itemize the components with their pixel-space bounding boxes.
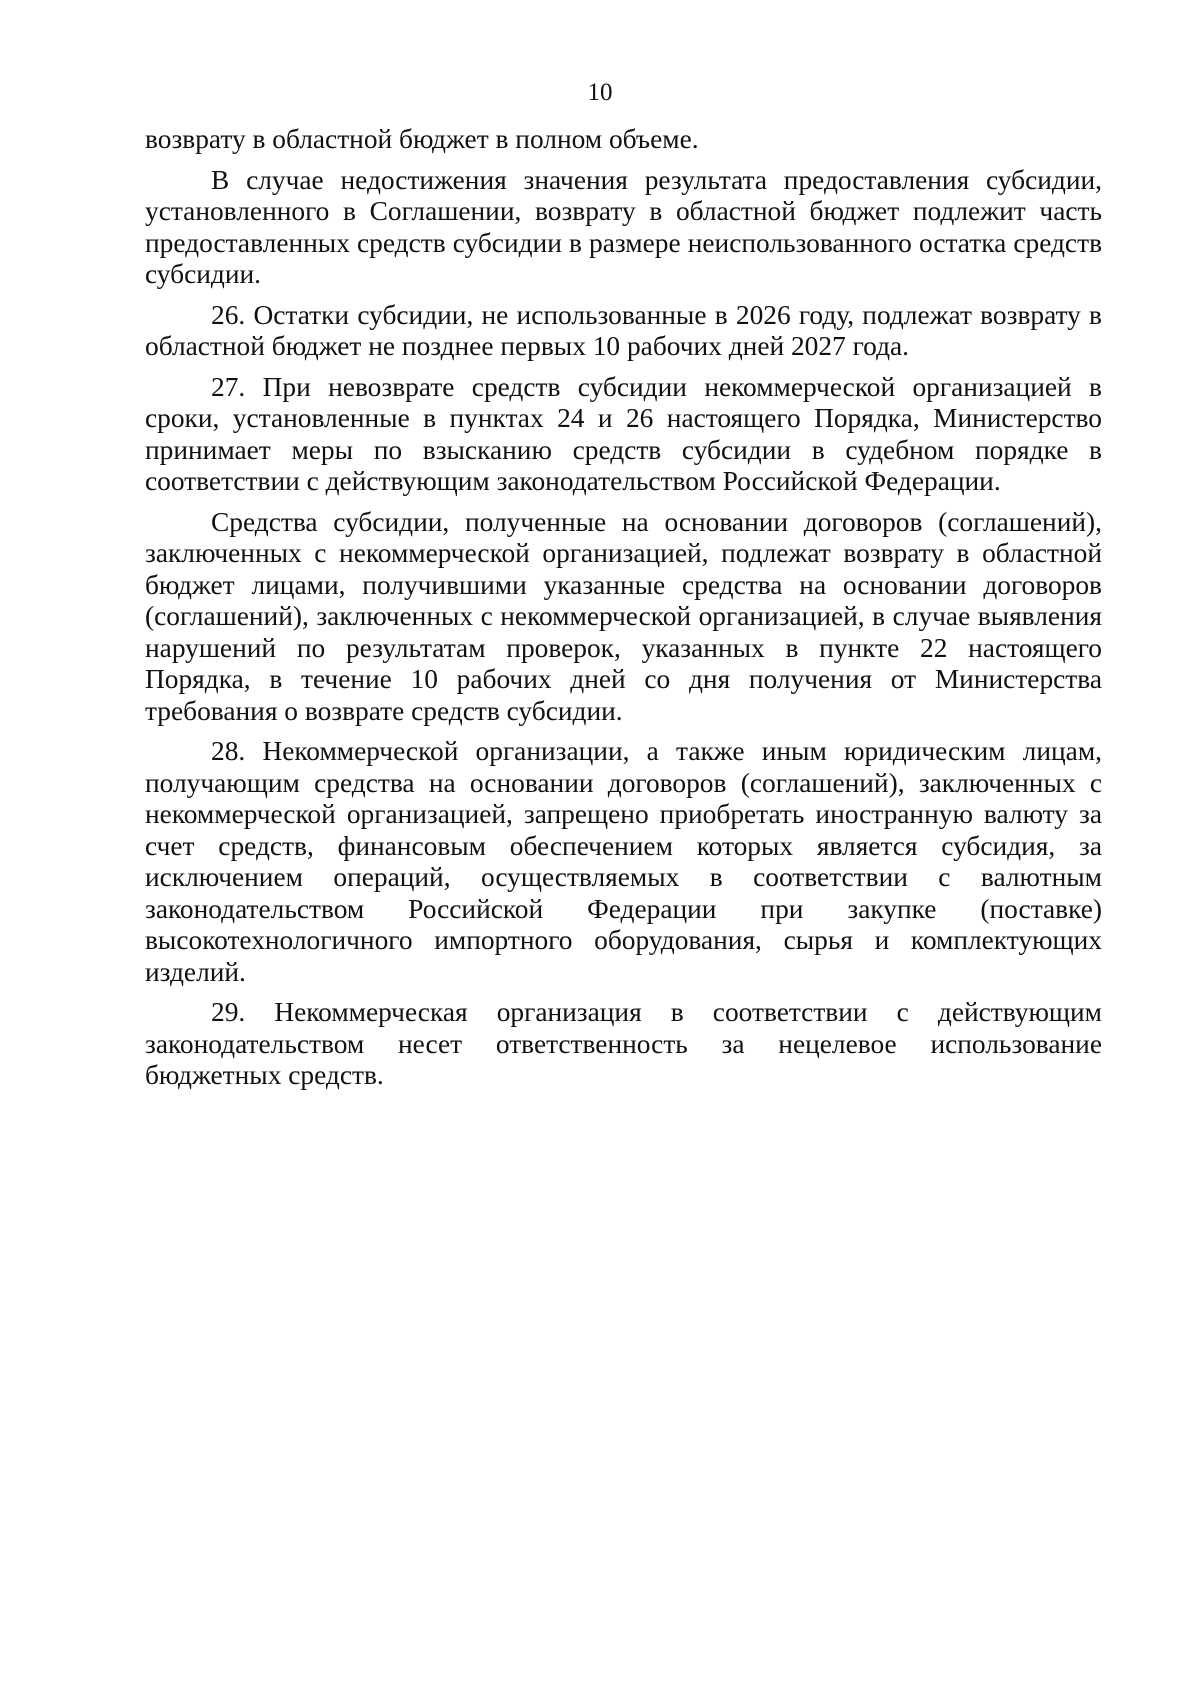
paragraph-continuation: возврату в областной бюджет в полном объеме.: [145, 124, 699, 154]
paragraph-item-26: 26. Остатки субсидии, не использованные в 2026 году, подлежат возврату в областной бюджет не позднее первых 10 рабочих дней 2027 года.: [145, 299, 1102, 361]
paragraph-item-27: 27. При невозврате средств субсидии некоммерческой организацией в сроки, установленные в пунктах 24 и 26 настоящего Порядка, Министерство принимает меры по взысканию средств субсидии в судебном порядке в соответствии с действующим законодательством Российской Федерации.: [145, 371, 1102, 496]
document-body: [145, 124, 1102, 1092]
page-number: 10: [587, 79, 613, 106]
paragraph-result-not-achieved: В случае недостижения значения результата предоставления субсидии, установленного в Соглашении, возврату в областной бюджет подлежит часть предоставленных средств субсидии в размере неиспользованного остатка средств субсидии.: [145, 164, 1102, 289]
paragraph-item-29: 29. Некоммерческая организация в соответствии с действующим законодательством несет ответственность за нецелевое использование бюджетных средств.: [145, 997, 1102, 1090]
paragraph-contract-funds: Средства субсидии, полученные на основании договоров (соглашений), заключенных с некоммерческой организацией, подлежат возврату в областной бюджет лицами, получившими указанные средства на основании договоров (соглашений), заключенных с некоммерческой организацией, в случае выявления нарушений по результатам проверок, указанных в пункте 22 настоящего Порядка, в течение 10 рабочих дней со дня получения от Министерства требования о возврате средств субсидии.: [145, 506, 1102, 726]
paragraph-item-28: 28. Некоммерческой организации, а также иным юридическим лицам, получающим средства на основании договоров (соглашений), заключенных с некоммерческой организацией, запрещено приобретать иностранную валюту за счет средств, финансовым обеспечением которых является субсидия, за исключением операций, осуществляемых в соответствии с валютным законодательством Российской Федерации при закупке (поставке) высокотехнологичного импортного оборудования, сырья и комплектующих изделий.: [145, 736, 1102, 987]
